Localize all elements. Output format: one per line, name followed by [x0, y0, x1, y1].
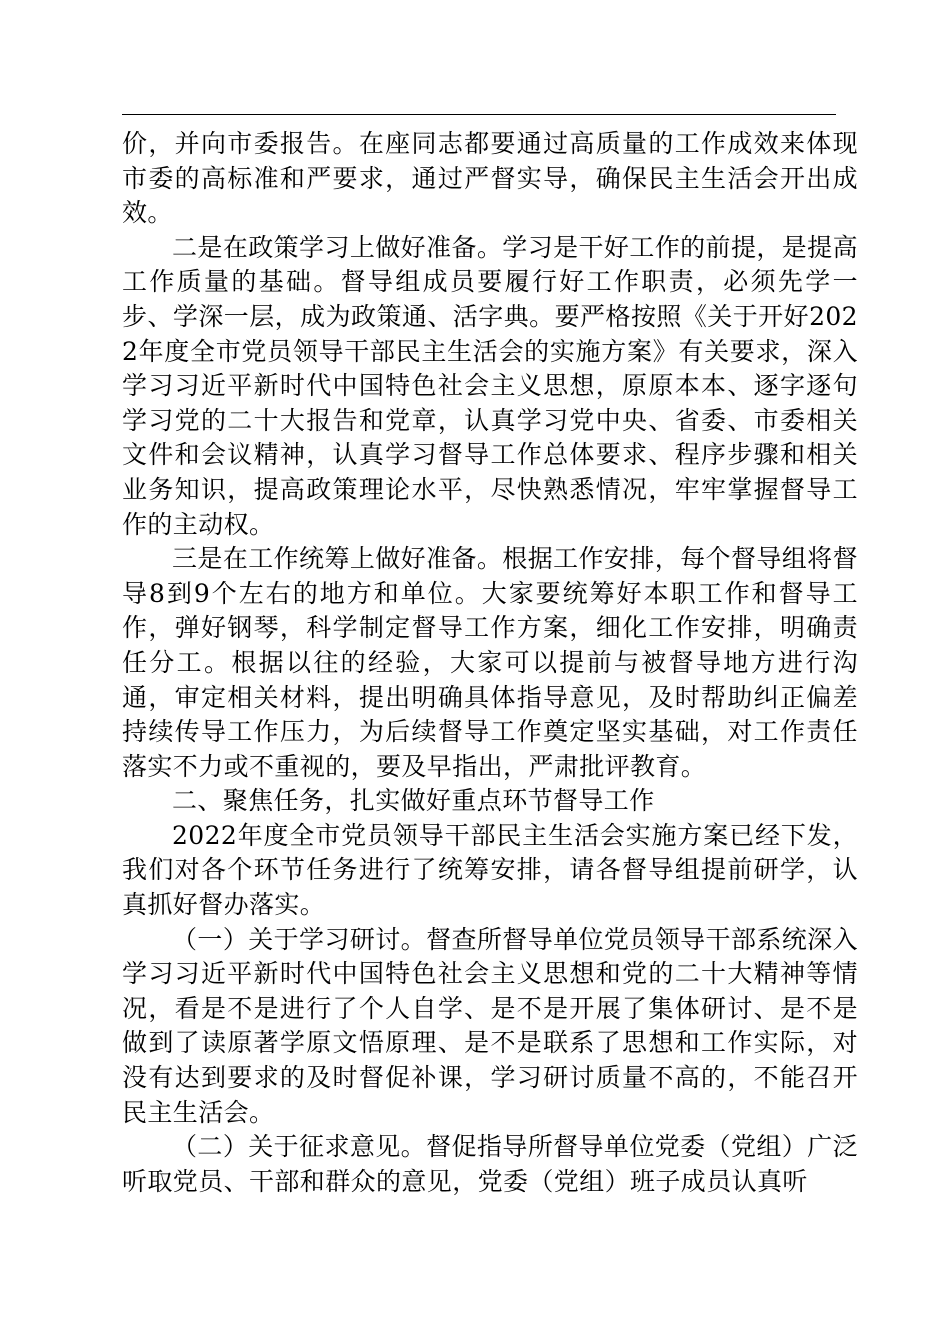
header-rule [122, 114, 836, 115]
section-heading: 二、聚焦任务，扎实做好重点环节督导工作 [172, 786, 655, 816]
paragraph-study-discussion: （一）关于学习研讨。督查所督导单位党员领导干部系统深入学习习近平新时代中国特色社会主义思想和党的二十大精神等情况，看是不是进行了个人自学、是不是开展了集体研讨、是不是做到了读原著学原文悟原理、是不是联系了思想和工作实际，对没有达到要求的及时督促补课，学习研讨质量不高的，不能召开民主生活会。 [122, 924, 858, 1127]
paragraph-plan-issued: 2022年度全市党员领导干部民主生活会实施方案已经下发，我们对各个环节任务进行了统筹安排，请各督导组提前研学，认真抓好督办落实。 [122, 820, 858, 920]
paragraph-work-coordination: 三是在工作统筹上做好准备。根据工作安排，每个督导组将督导8到9个左右的地方和单位。大家要统筹好本职工作和督导工作，弹好钢琴，科学制定督导工作方案，细化工作安排，明确责任分工。根据以往的经验，大家可以提前与被督导地方进行沟通，审定相关材料，提出明确具体指导意见，及时帮助纠正偏差持续传导工作压力，为后续督导工作奠定坚实基础，对工作责任落实不力或不重视的，要及早指出，严肃批评教育。 [122, 544, 858, 781]
document-body [122, 127, 858, 1199]
paragraph-continuation: 价，并向市委报告。在座同志都要通过高质量的工作成效来体现市委的高标准和严要求，通过严督实导，确保民主生活会开出成效。 [122, 129, 858, 228]
paragraph-policy-study: 二是在政策学习上做好准备。学习是干好工作的前提，是提高工作质量的基础。督导组成员要履行好工作职责，必须先学一步、学深一层，成为政策通、活字典。要严格按照《关于开好2022年度全市党员领导干部民主生活会的实施方案》有关要求，深入学习习近平新时代中国特色社会主义思想，原原本本、逐字逐句学习党的二十大报告和党章，认真学习党中央、省委、市委相关文件和会议精神，认真学习督导工作总体要求、程序步骤和相关业务知识，提高政策理论水平，尽快熟悉情况，牢牢掌握督导工作的主动权。 [122, 232, 858, 539]
paragraph-soliciting-opinions: （二）关于征求意见。督促指导所督导单位党委（党组）广泛听取党员、干部和群众的意见，党委（党组）班子成员认真听 [122, 1132, 858, 1196]
